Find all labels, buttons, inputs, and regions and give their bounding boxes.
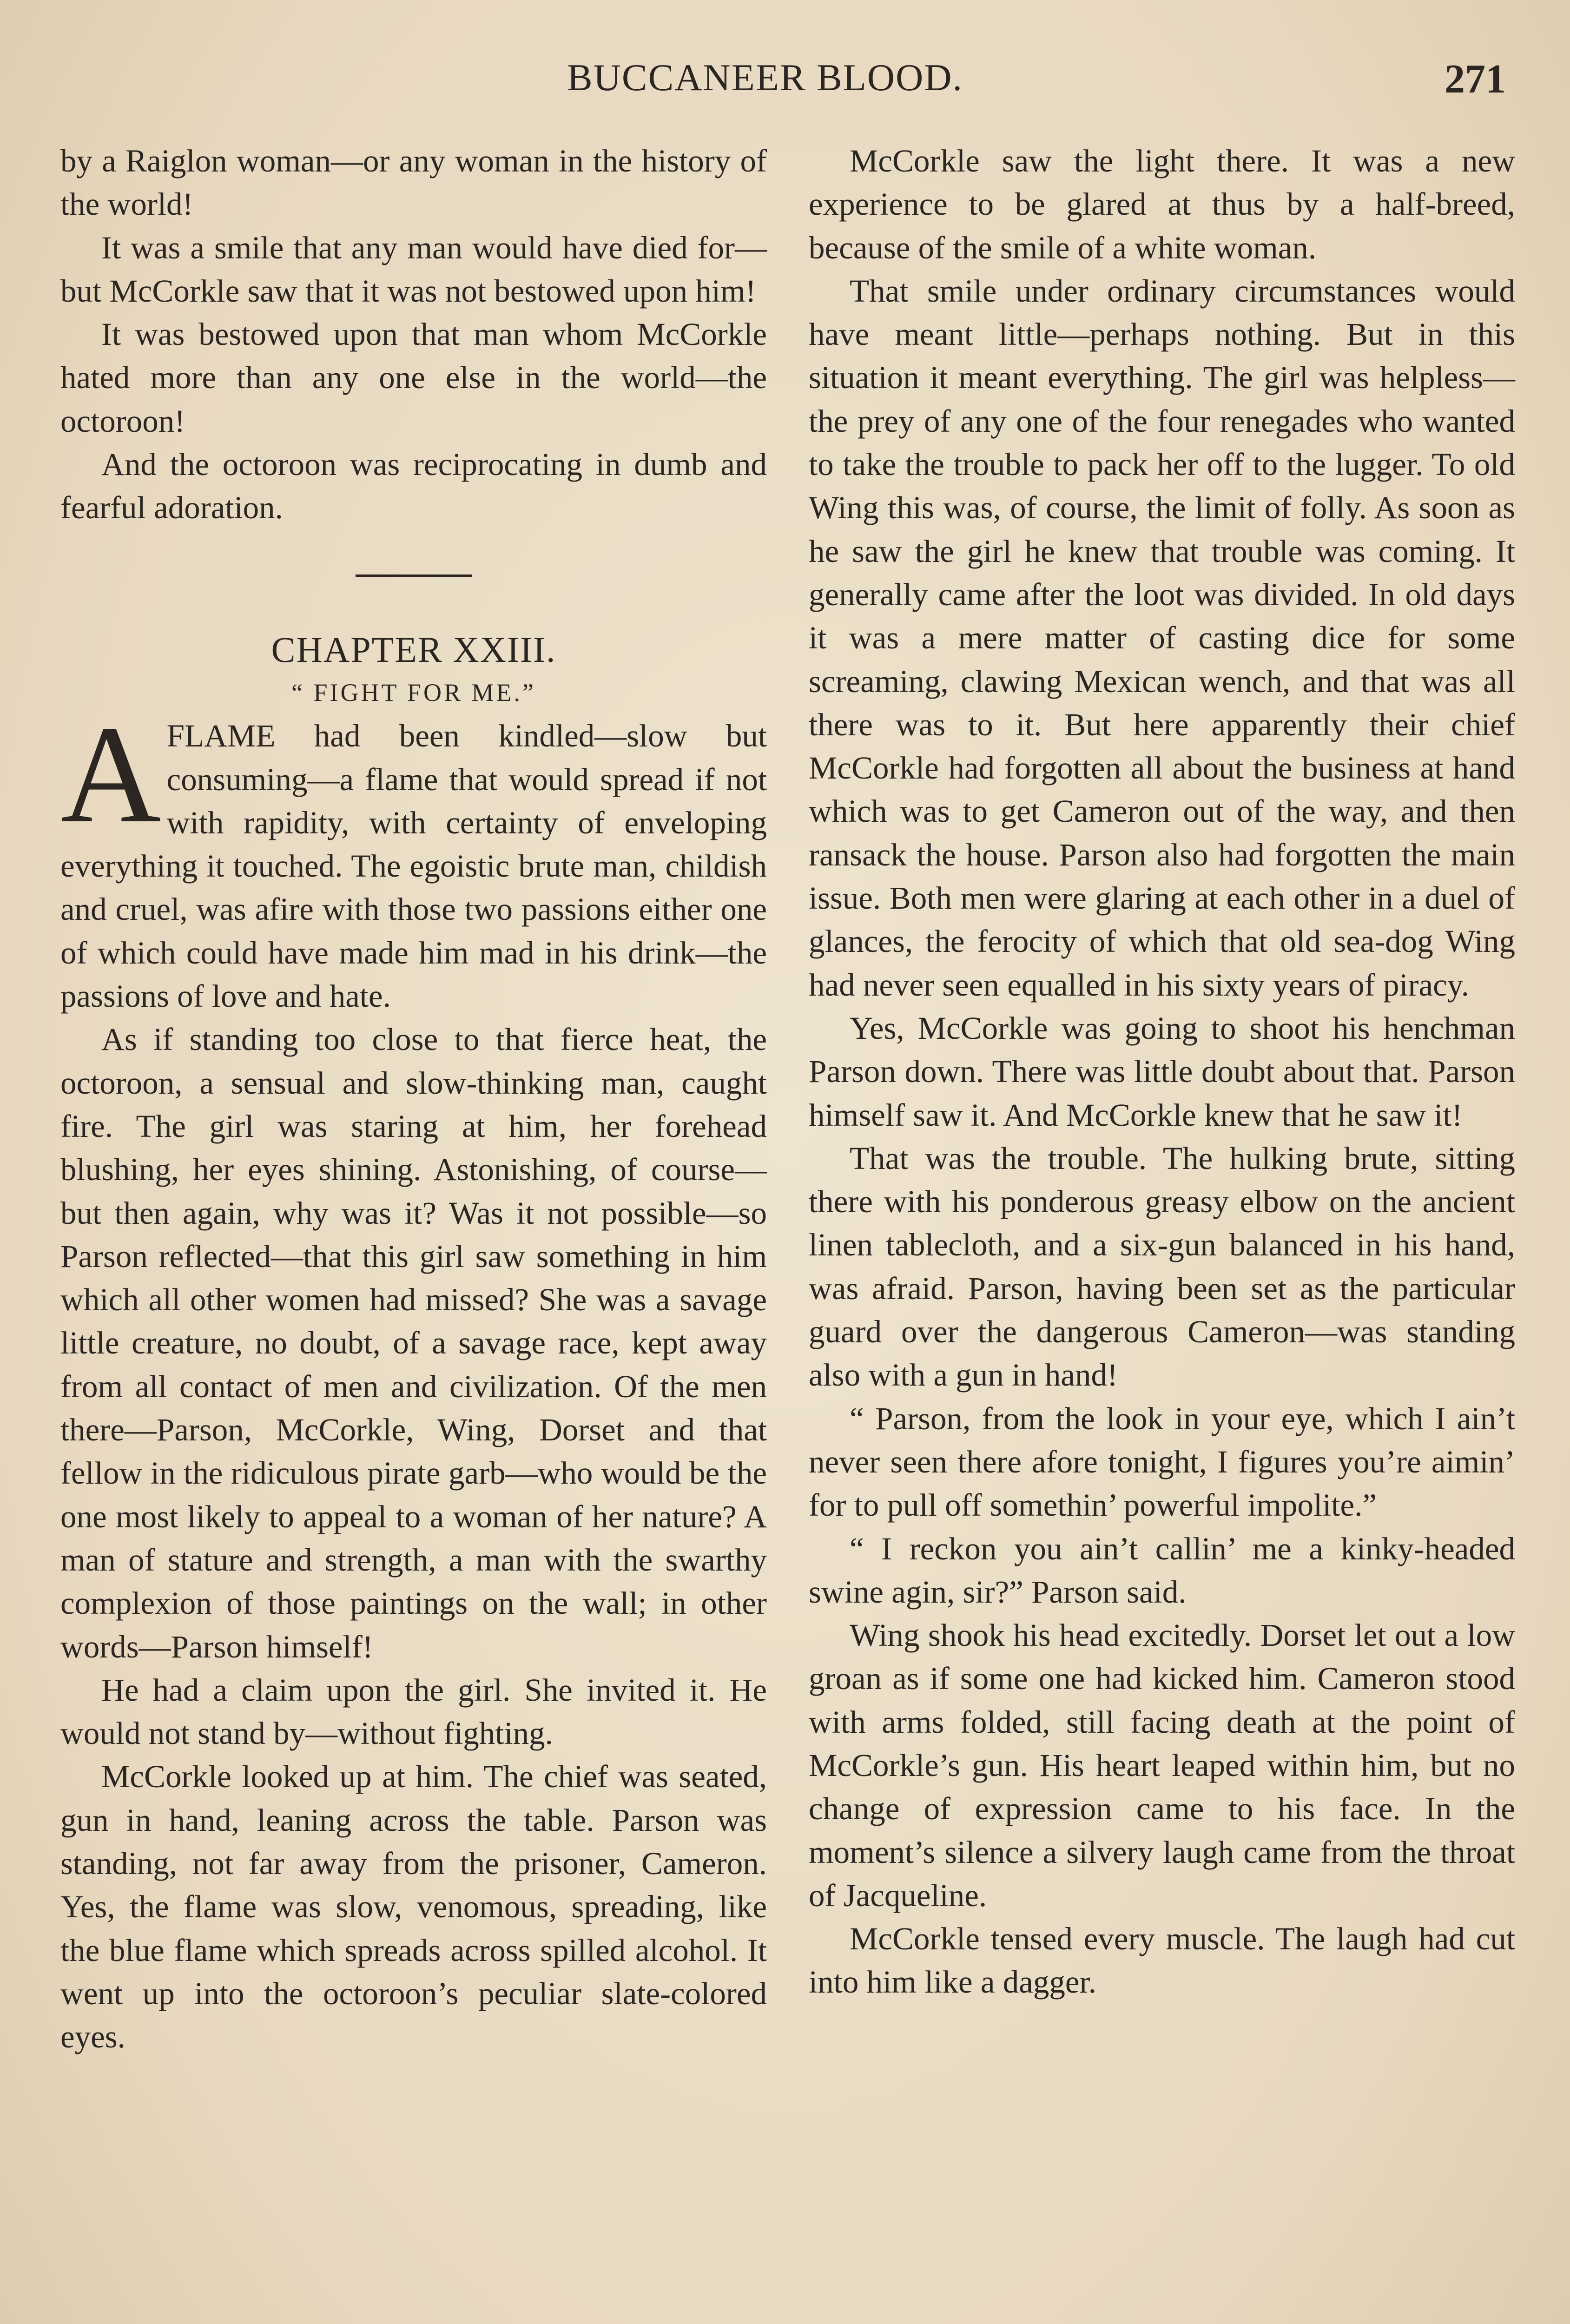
right-column xyxy=(809,139,1515,2004)
paragraph: It was a smile that any man would have died for—but McCorkle saw that it was not bestowed upon him! xyxy=(60,230,767,309)
paragraph: Wing shook his head excitedly. Dorset let out a low groan as if some one had kicked him. Cameron stood with arms folded, still facing death at the point of McCorkle’s gun. His heart leaped within him, but no change of expression came to his face. In the moment’s silence a silvery laugh came from the throat of Jacqueline. xyxy=(809,1618,1515,1913)
paragraph: McCorkle saw the light there. It was a new experience to be glared at thus by a half-breed, because of the smile of a white woman. xyxy=(809,143,1515,265)
paragraph: It was bestowed upon that man whom McCorkle hated more than any one else in the world—the octoroon! xyxy=(60,317,767,439)
page-header xyxy=(60,56,1506,107)
drop-cap: A xyxy=(60,697,161,852)
paragraph: That smile under ordinary circumstances would have meant little—perhaps nothing. But in this situation it meant everything. The girl was helpless—the prey of any one of the four renegades who wanted to take the trouble to pack her off to the lugger. To old Wing this was, of course, the limit of folly. As soon as he saw the girl he knew that trouble was coming. It generally came after the loot was divided. In old days it was a mere matter of casting dice for some screaming, clawing Mexican wench, and that was all there was to it. But here apparently their chief McCorkle had forgotten all about the business at hand which was to get Cameron out of the way, and then ransack the house. Parson also had forgotten the main issue. Both men were glaring at each other in a duel of glances, the ferocity of which that old sea-dog Wing had never seen equalled in his sixty years of piracy. xyxy=(809,273,1515,1003)
paragraph: McCorkle looked up at him. The chief was seated, gun in hand, leaning across the table. Parson was standing, not far away from the prisoner, Cameron. Yes, the flame was slow, venomous, spreading, like the blue flame which spreads across spilled alcohol. It went up into the octoroon’s peculiar slate-colored eyes. xyxy=(60,1759,767,2055)
paragraph: McCorkle tensed every muscle. The laugh had cut into him like a dagger. xyxy=(809,1921,1515,2000)
section-divider xyxy=(356,574,472,577)
paragraph: “ I reckon you ain’t callin’ me a kinky-headed swine agin, sir?” Parson said. xyxy=(809,1531,1515,1610)
paragraph: That was the trouble. The hulking brute, sitting there with his ponderous greasy elbow on the ancient linen tablecloth, and a six-gun balanced in his hand, was afraid. Parson, having been set as the particular guard over the dangerous Cameron—was standing also with a gun in hand! xyxy=(809,1140,1515,1393)
paragraph: by a Raiglon woman—or any woman in the history of the world! xyxy=(60,143,767,222)
chapter-subtitle: “ FIGHT FOR ME.” xyxy=(291,678,536,706)
left-column xyxy=(60,139,767,2059)
paragraph: And the octoroon was reciprocating in dumb and fearful adoration. xyxy=(60,447,767,526)
chapter-opening-paragraph xyxy=(60,697,767,1018)
paragraph: Yes, McCorkle was going to shoot his henchman Parson down. There was little doubt about that. Parson himself saw it. And McCorkle knew that he saw it! xyxy=(809,1010,1515,1133)
paragraph-text: FLAME had been kindled—slow but consuming—a flame that would spread if not with rapidity, with certainty of enveloping everything it touched. The egoistic brute man, childish and cruel, was afire with those two passions either one of which could have made him mad in his drink—the passions of love and hate. xyxy=(60,718,767,1014)
paragraph: As if standing too close to that fierce heat, the octoroon, a sensual and slow-thinking man, caught fire. The girl was staring at him, her forehead blushing, her eyes shining. Astonishing, of course—but then again, why was it? Was it not possible—so Parson reflected—that this girl saw something in him which all other women had missed? She was a savage little creature, no doubt, of a savage race, kept away from all contact of men and civilization. Of the men there—Parson, McCorkle, Wing, Dorset and that fellow in the ridiculous pirate garb—who would be the one most likely to appeal to a woman of her nature? A man of stature and strength, a man with the swarthy complexion of those paintings on the wall; in other words—Parson himself! xyxy=(60,1022,767,1664)
page-number: 271 xyxy=(1445,57,1506,102)
paragraph: “ Parson, from the look in your eye, which I ain’t never seen there afore tonight, I figures you’re aimin’ for to pull off somethin’ powerful impolite.” xyxy=(809,1400,1515,1523)
paragraph: He had a claim upon the girl. She invited it. He would not stand by—without fighting. xyxy=(60,1672,767,1751)
chapter-title: CHAPTER XXIII. xyxy=(271,629,556,670)
running-title: BUCCANEER BLOOD. xyxy=(567,56,963,99)
